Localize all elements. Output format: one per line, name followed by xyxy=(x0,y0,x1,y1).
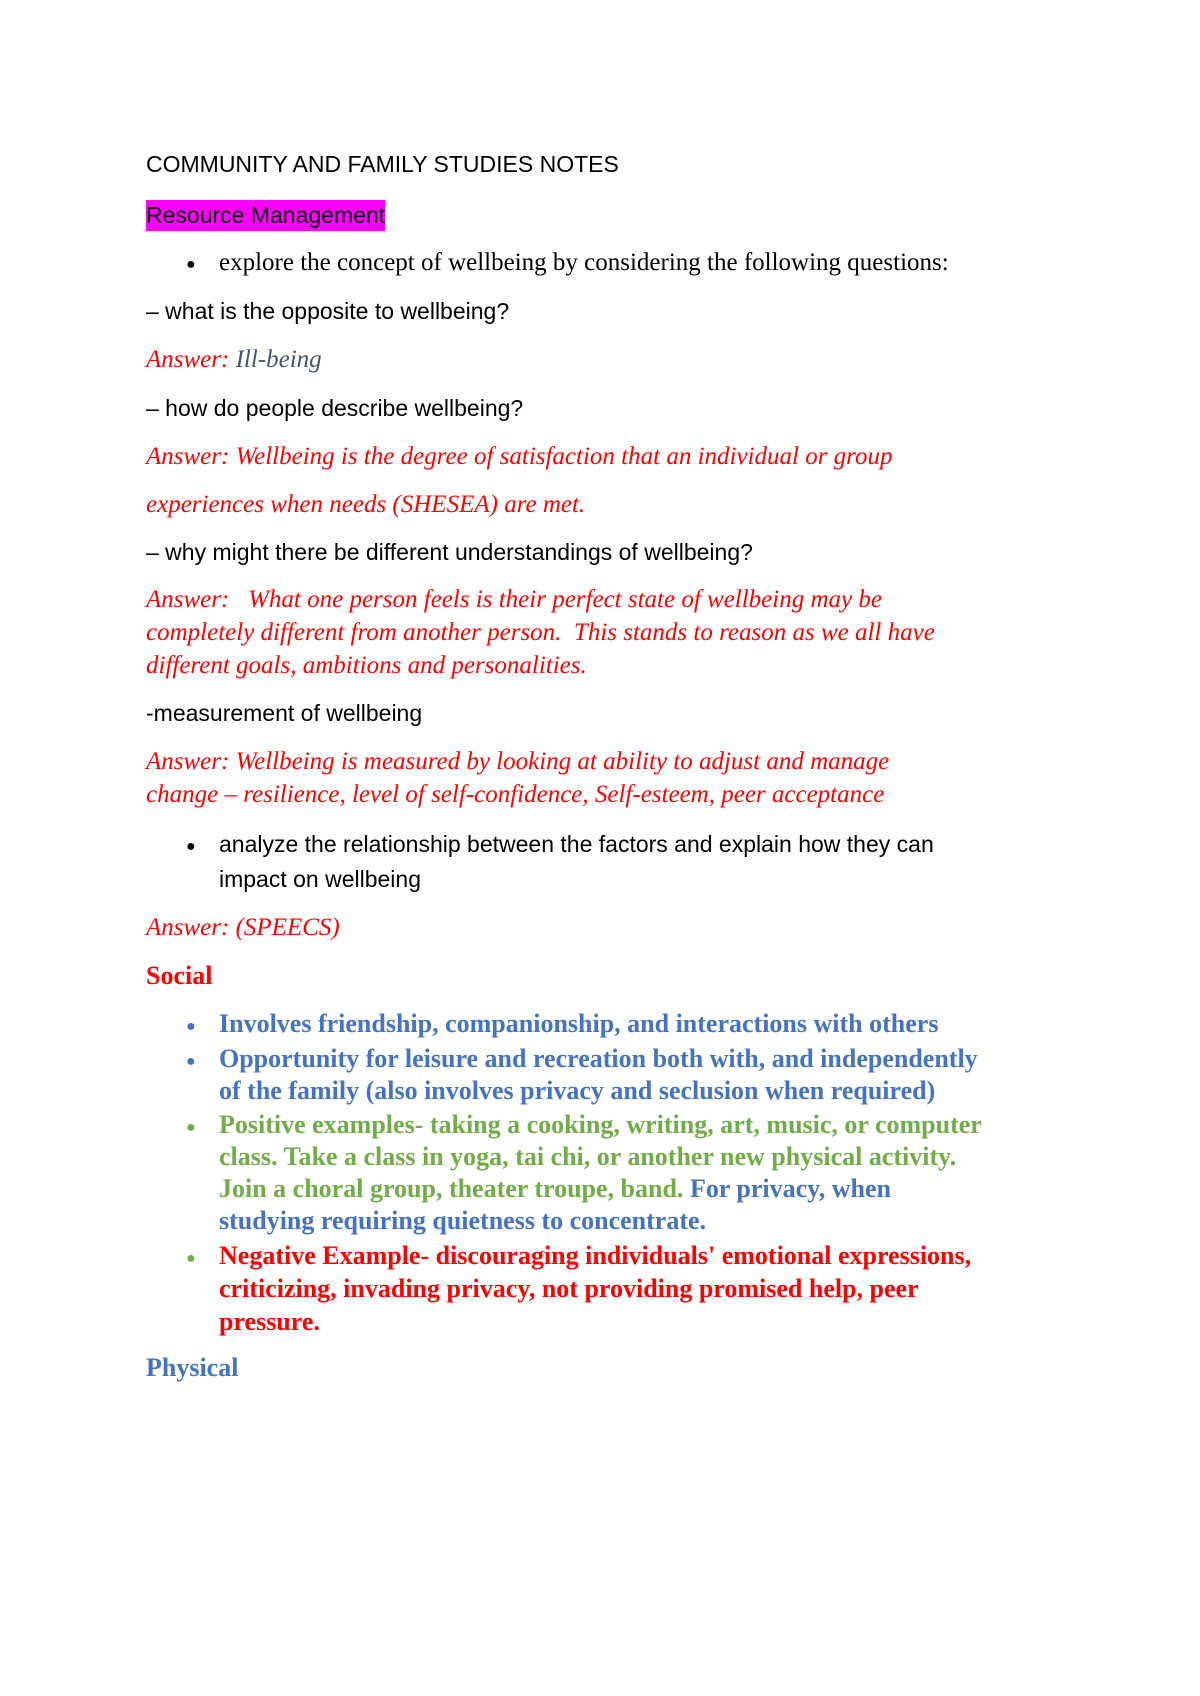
social-item-friendship: Involves friendship, companionship, and interactions with others xyxy=(219,1009,939,1038)
answer-opposite xyxy=(146,345,322,375)
bullet-wellbeing-concept: explore the concept of wellbeing by considering the following questions: xyxy=(219,249,949,276)
social-item-positive-line2: class. Take a class in yoga, tai chi, or another new physical activity. xyxy=(219,1142,957,1171)
question-understandings: – why might there be different understandings of wellbeing? xyxy=(146,539,753,565)
question-opposite: – what is the opposite to wellbeing? xyxy=(146,298,510,324)
heading-social: Social xyxy=(146,961,213,990)
answer-measurement-line2: change – resilience, level of self-confidence, Self-esteem, peer acceptance xyxy=(146,781,885,808)
social-item-leisure-line1: Opportunity for leisure and recreation both with, and independently xyxy=(219,1044,978,1073)
social-item-negative-line2: criticizing, invading privacy, not providing promised help, peer xyxy=(219,1274,919,1303)
bullet-icon: ● xyxy=(186,1119,196,1136)
social-item-positive-line1: Positive examples- taking a cooking, writing, art, music, or computer xyxy=(219,1110,982,1139)
answer-describe-line2: experiences when needs (SHESEA) are met. xyxy=(146,491,586,518)
bullet-analyze-line2: impact on wellbeing xyxy=(219,866,422,892)
question-describe: – how do people describe wellbeing? xyxy=(146,395,524,421)
positive-example-choral: Join a choral group, theater troupe, band. xyxy=(219,1174,684,1203)
bullet-icon: ● xyxy=(186,1250,196,1267)
answer-understandings-line2: completely different from another person. This stands to reason as we all have xyxy=(146,619,935,646)
bullet-icon: ● xyxy=(186,838,196,855)
answer-understandings-line1: Answer: What one person feels is their perfect state of wellbeing may be xyxy=(146,586,882,613)
document-title: COMMUNITY AND FAMILY STUDIES NOTES xyxy=(146,151,619,177)
answer-measurement-line1: Answer: Wellbeing is measured by looking at ability to adjust and manage xyxy=(146,748,890,775)
section-heading-highlight: Resource Management xyxy=(146,200,385,231)
bullet-analyze-line1: analyze the relationship between the factors and explain how they can xyxy=(219,831,934,857)
social-item-negative-line3: pressure. xyxy=(219,1307,320,1336)
bullet-icon: ● xyxy=(186,1018,196,1035)
answer-ill-being: Ill-being xyxy=(235,346,322,373)
social-item-negative-line1: Negative Example- discouraging individuals' emotional expressions, xyxy=(219,1241,972,1270)
bullet-icon: ● xyxy=(186,1053,196,1070)
positive-example-privacy: For privacy, when xyxy=(683,1174,891,1203)
social-item-positive-line4: studying requiring quietness to concentrate. xyxy=(219,1206,707,1235)
answer-speecs: Answer: (SPEECS) xyxy=(146,914,340,941)
social-item-positive-line3 xyxy=(219,1173,891,1204)
heading-physical: Physical xyxy=(146,1353,239,1382)
bullet-icon: ● xyxy=(186,256,196,273)
answer-understandings-line3: different goals, ambitions and personalities. xyxy=(146,652,587,679)
social-item-leisure-line2: of the family (also involves privacy and seclusion when required) xyxy=(219,1076,936,1105)
question-measurement: -measurement of wellbeing xyxy=(146,700,423,726)
section-heading xyxy=(146,202,385,230)
answer-label: Answer: xyxy=(146,346,236,373)
answer-describe-line1: Answer: Wellbeing is the degree of satisfaction that an individual or group xyxy=(146,443,893,470)
